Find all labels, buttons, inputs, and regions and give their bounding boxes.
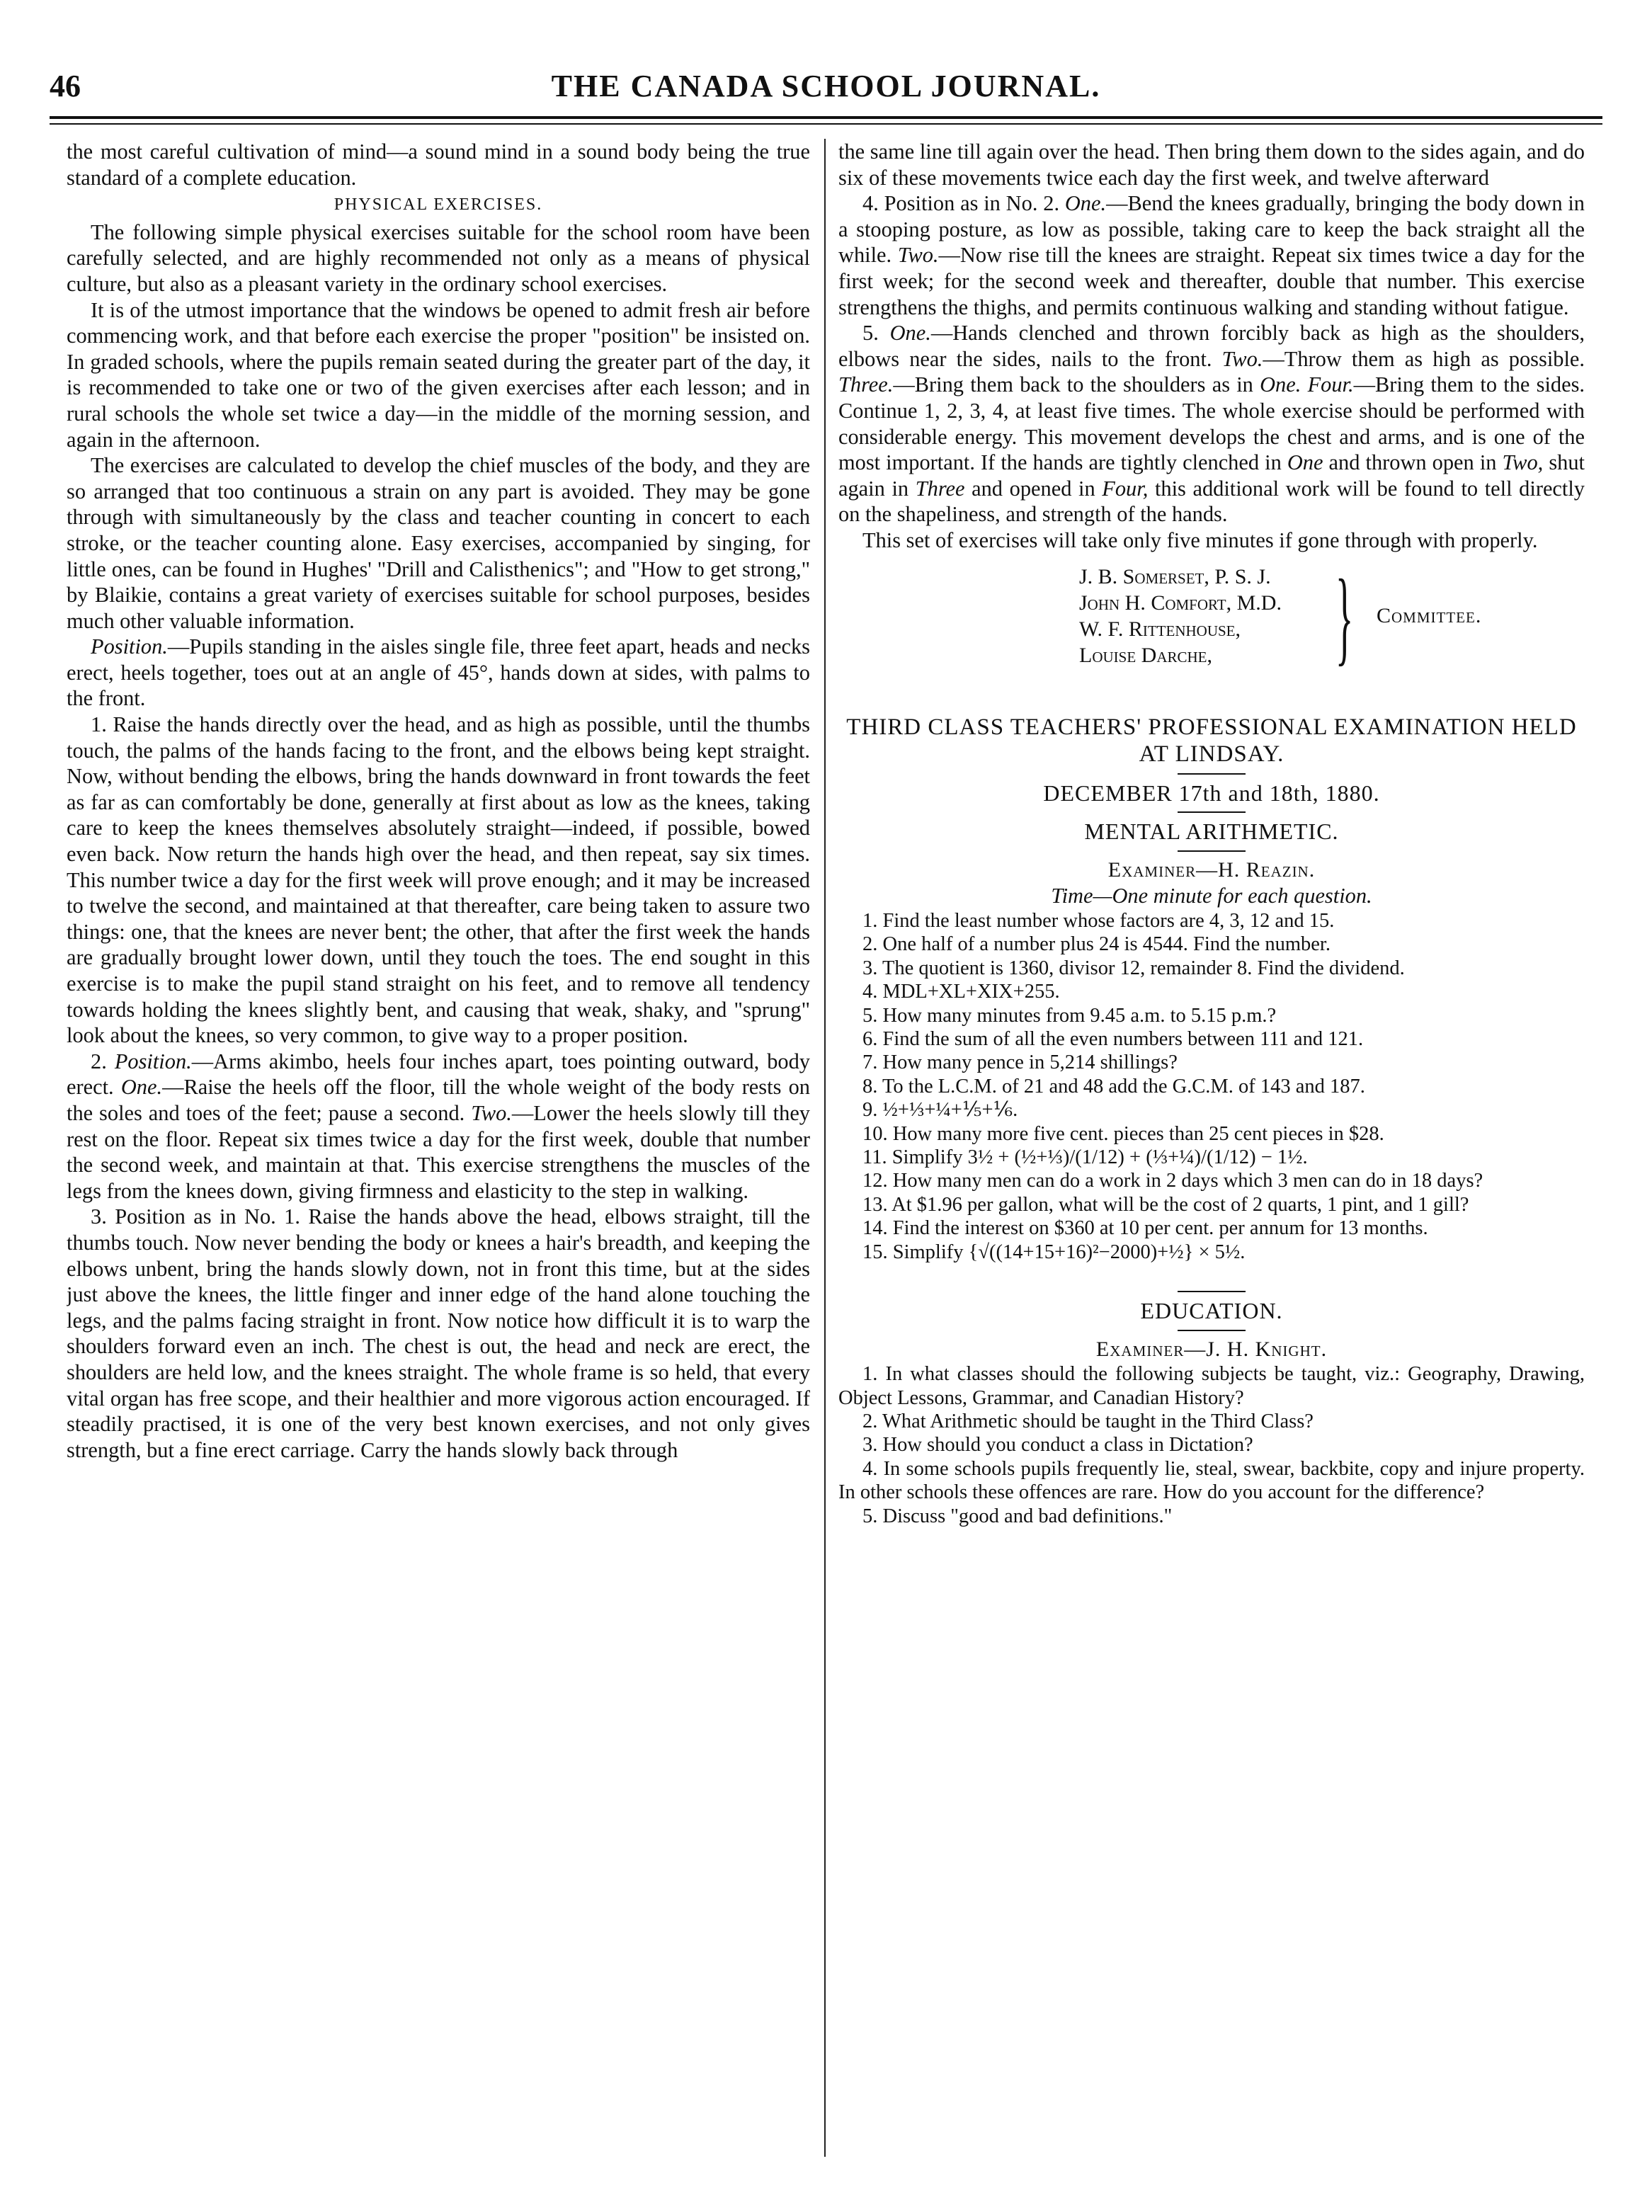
paragraph: 1. Raise the hands directly over the head, and as high as possible, until the thumbs touch, the palms of the hands facing to the front, and the elbows being kept straight. Now, without bending the elbows, bring the hands downward in front towards the feet as far as can comfortably be done, generally at first about as low as the knees, taking care to keep the knees themselves absolutely straight—indeed, if possible, bowed even back. Now return the hands high over the head, and then repeat, say six times. This number twice a day for the first week will prove enough; and it may be increased to twelve the second, and maintained at that thereafter, care being taken to assure two things: one, that the knees are never bent; the other, that after the first week the hands are gradually brought lower down, until they touch the toes. The end sought in this exercise is to make the pupil stand straight on his feet, and to remove all tendency towards holding the knees slightly bent, and causing that weak, shaky, and "sprung" look about the knees, so very common, to give way to a proper position. <box>67 712 810 1048</box>
question-item: 4. In some schools pupils frequently lie, steal, swear, backbite, copy and injure property. In other schools these offences are rare. How do you account for the difference? <box>838 1457 1585 1504</box>
text-run: —Hands clenched and thrown forcibly back as high as the shoulders, elbows near the sides, nails to the front. <box>838 321 1585 371</box>
question-item: 5. Discuss "good and bad definitions." <box>862 1505 1173 1527</box>
italic-label: Four, <box>1102 476 1149 501</box>
header-rule <box>50 116 1602 119</box>
paragraph <box>838 320 1585 528</box>
question-item: 10. How many more five cent. pieces than 25 cent pieces in $28. <box>862 1122 1384 1145</box>
exam-date: DECEMBER 17th and 18th, 1880. <box>1043 780 1380 806</box>
question-item: 1. In what classes should the following subjects be taught, viz.: Geography, Drawing, Object Lessons, Grammar, and Canadian History? <box>838 1363 1585 1409</box>
text-run: —Bring them back to the shoulders as in <box>893 372 1260 397</box>
examiner-line: Examiner—H. Reazin. <box>1107 857 1316 882</box>
section-title: MENTAL ARITHMETIC. <box>1084 819 1339 845</box>
text-run: —Bring them to the sides. Continue 1, 2, 3, 4, at least five times. The whole exercise should be performed with considerable energy. This movement develops the chest and arms, and is one of the most important. If the hands are tightly clenched in <box>838 372 1585 475</box>
section-heading: PHYSICAL EXERCISES. <box>334 195 543 215</box>
question-item: 13. At $1.96 per gallon, what will be the cost of 2 quarts, 1 pint, and 1 gill? <box>862 1193 1469 1216</box>
header-rule-thin <box>50 123 1602 125</box>
text-run: 2. <box>91 1049 115 1073</box>
paragraph: It is of the utmost importance that the windows be opened to admit fresh air before commencing work, and that before each exercise the proper "position" be insisted on. In graded schools, where the pupils remain seated during the greater part of the day, it is recommended to take one or two of the given exercises after each lesson; and in rural schools the whole set twice a day—in the middle of the morning session, and again in the afternoon. <box>67 297 810 452</box>
text-run: and opened in <box>964 476 1103 501</box>
italic-label: One. <box>120 1075 163 1100</box>
question-list <box>838 1362 1585 1528</box>
question-item: 3. The quotient is 1360, divisor 12, remainder 8. Find the dividend. <box>862 957 1405 979</box>
italic-label: One. <box>889 321 931 346</box>
text-run: —Pupils standing in the aisles single file, three feet apart, heads and necks erect, heels together, toes out at an angle of 45°, hands down at sides, with palms to the front. <box>67 634 810 711</box>
question-item: 8. To the L.C.M. of 21 and 48 add the G.C.M. of 143 and 187. <box>862 1075 1365 1098</box>
paragraph: This set of exercises will take only five minutes if gone through with properly. <box>862 528 1538 552</box>
text-run: and thrown open in <box>1323 450 1503 475</box>
italic-label: Three <box>915 476 965 501</box>
divider <box>1178 1291 1246 1292</box>
examiner-line: Examiner—J. H. Knight. <box>1095 1337 1328 1361</box>
question-item: 12. How many men can do a work in 2 days which 3 men can do in 18 days? <box>862 1170 1483 1192</box>
question-item: 2. What Arithmetic should be taught in the Third Class? <box>862 1410 1314 1432</box>
section-title: EDUCATION. <box>1140 1297 1283 1323</box>
question-item: 6. Find the sum of all the even numbers between 111 and 121. <box>862 1027 1364 1050</box>
committee-member: John H. Comfort, M.D. <box>1079 591 1282 615</box>
text-run: this additional work will be found to tell directly on the shapeliness, and strength of the hands. <box>838 476 1585 527</box>
question-item: 14. Find the interest on $360 at 10 per cent. per annum for 13 months. <box>862 1217 1428 1240</box>
paragraph: the most careful cultivation of mind—a sound mind in a sound body being the true standard of a complete education. <box>67 139 810 190</box>
paragraph <box>67 1049 810 1204</box>
paragraph: 3. Position as in No. 1. Raise the hands above the head, elbows straight, till the thumbs touch. Now never bending the body or knees a hair's breadth, and keeping the elbows unbent, bring the hands slowly down, not in front this time, but at the sides just above the knees, the little finger and inner edge of the hand alone touching the legs, and the palms facing straight in front. Now notice how difficult it is to warp the shoulders forward even an inch. The chest is out, the head and neck are erect, the shoulders are held low, and the knees straight. The whole frame is so held, that every vital organ has free scope, and their healthier and more vigorous action encouraged. If steadily practised, it is one of the very best known exercises, and not only gives strength, but a fine erect carriage. Carry the hands slowly back through <box>67 1204 810 1462</box>
italic-label: Two. <box>897 243 939 268</box>
divider <box>1178 811 1246 813</box>
time-note: Time—One minute for each question. <box>1051 884 1372 908</box>
brace-icon: } <box>1335 557 1354 675</box>
committee-member: J. B. Somerset, P. S. J. <box>1079 564 1271 588</box>
italic-label: Position. <box>91 634 168 659</box>
text-run: —Throw them as high as possible. <box>1263 346 1585 371</box>
italic-label: One <box>1287 450 1323 475</box>
question-item: 9. ½+⅓+¼+⅕+⅙. <box>862 1099 1018 1122</box>
committee-label: Committee. <box>1377 603 1482 627</box>
divider <box>1178 850 1246 852</box>
text-run: 4. Position as in No. 2. <box>862 191 1065 216</box>
text-run: —Arms akimbo, heels four inches apart, toes pointing outward, body erect. <box>67 1049 810 1100</box>
committee-member: W. F. Rittenhouse, <box>1079 617 1241 641</box>
question-item: 15. Simplify {√((14+15+16)²−2000)+½} × 5½. <box>862 1241 1246 1263</box>
committee-signature <box>838 557 1585 690</box>
paragraph: The following simple physical exercises suitable for the school room have been carefully selected, and are highly recommended not only as a means of physical culture, but also as a pleasant variety in the ordinary school exercises. <box>67 220 810 296</box>
text-run: —Now rise till the knees are straight. Repeat six times twice a day for the first week; for the second week and thereafter, double that number. This exercise strengthens the thighs, and permits continuous walking and standing without fatigue. <box>838 243 1585 319</box>
committee-member: Louise Darche, <box>1079 643 1212 667</box>
paragraph: The exercises are calculated to develop the chief muscles of the body, and they are so arranged that too continuous a strain on any part is avoided. They may be gone through with simultaneously by the class and teacher counting in concert to each stroke, or the teacher counting alone. Easy exercises, accompanied by singing, for little ones, can be found in Hughes' "Drill and Calisthenics"; and "How to get strong," by Blaikie, contains a great variety of exercises suitable for school purposes, besides much other valuable information. <box>67 453 810 633</box>
italic-label: One. <box>1260 372 1301 397</box>
question-item: 3. How should you conduct a class in Dictation? <box>862 1434 1253 1456</box>
column-divider <box>824 139 826 2157</box>
paragraph <box>838 190 1585 320</box>
right-column <box>838 139 1585 2164</box>
text-run <box>1301 372 1307 397</box>
committee-names <box>1079 564 1282 668</box>
text-run: —Raise the heels off the floor, till the whole weight of the body rests on the soles and toes of the feet; pause a second. <box>67 1075 810 1125</box>
question-item: 1. Find the least number whose factors are 4, 3, 12 and 15. <box>862 909 1335 932</box>
italic-label: One. <box>1064 191 1107 216</box>
italic-label: Three. <box>838 372 894 397</box>
italic-label: Position. <box>114 1049 192 1073</box>
question-item: 5. How many minutes from 9.45 a.m. to 5.15 p.m.? <box>862 1004 1277 1027</box>
italic-label: Two. <box>1221 346 1263 371</box>
text-run: 5. <box>862 321 890 346</box>
italic-label: Two. <box>471 1100 512 1125</box>
text-run: —Lower the heels slowly till they rest on the floor. Repeat six times twice a day for the first week, double that number the second week, and maintain at that. This exercise strengthens the muscles of the legs from the knees down, giving firmness and elasticity to the step in walking. <box>67 1100 810 1203</box>
question-item: 2. One half of a number plus 24 is 4544. Find the number. <box>862 933 1331 956</box>
paragraph: the same line till again over the head. Then bring them down to the sides again, and do six of these movements twice each day the first week, and twelve afterward <box>838 139 1585 190</box>
divider <box>1178 773 1246 775</box>
question-item: 4. MDL+XL+XIX+255. <box>862 981 1060 1003</box>
exam-title: THIRD CLASS TEACHERS' PROFESSIONAL EXAMINATION HELD AT LINDSAY. <box>846 714 1577 767</box>
text-run: shut again in <box>838 450 1585 501</box>
question-item: 11. Simplify 3½ + (½+⅓)/(1/12) + (⅓+¼)/(1/12) − 1½. <box>862 1146 1308 1168</box>
page-header <box>50 68 1602 118</box>
italic-label: Two, <box>1502 450 1544 475</box>
question-list <box>838 909 1585 1264</box>
paragraph <box>67 634 810 712</box>
text-run: —Bend the knees gradually, bringing the body down in a stooping posture, as low as possible, taking care to keep the back straight all the while. <box>838 191 1585 268</box>
divider <box>1178 1330 1246 1331</box>
left-column <box>67 139 810 2164</box>
italic-label: Four. <box>1307 372 1354 397</box>
page-number: 46 <box>50 69 81 103</box>
question-item: 7. How many pence in 5,214 shillings? <box>862 1051 1178 1074</box>
journal-title: THE CANADA SCHOOL JOURNAL. <box>551 69 1101 103</box>
